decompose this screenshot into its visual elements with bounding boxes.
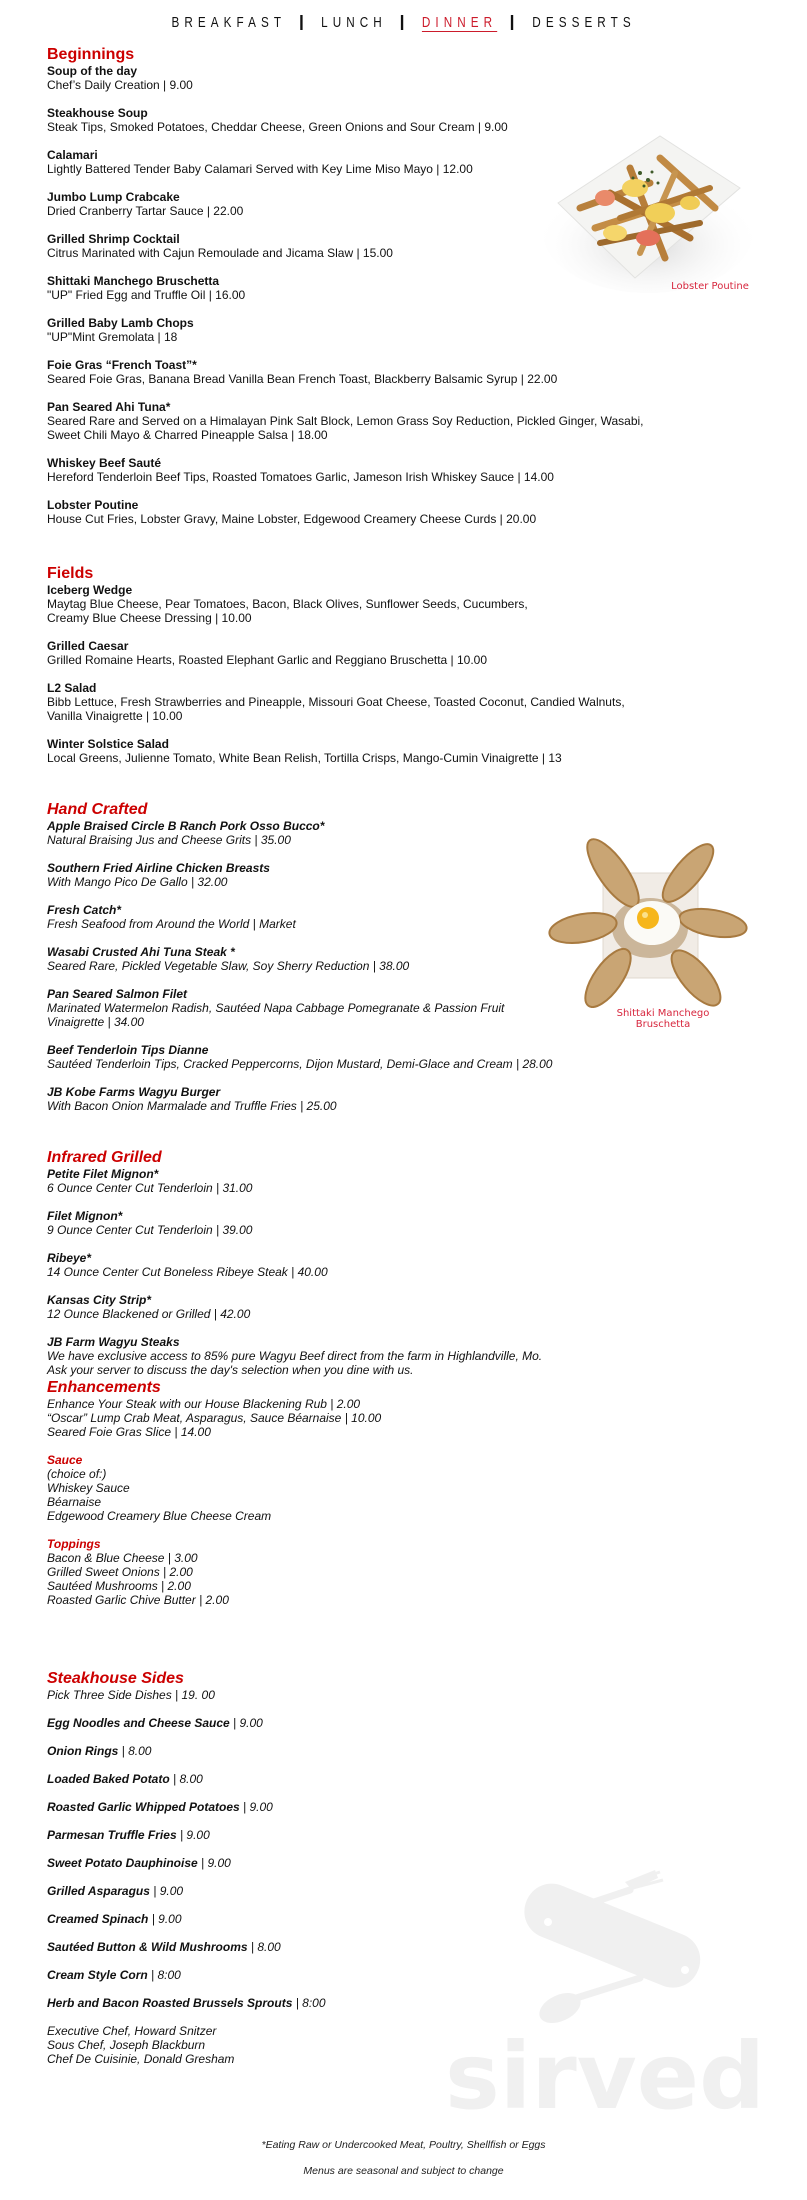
- side-item: [47, 1716, 667, 1730]
- item-name: Shittaki Manchego Bruschetta: [47, 274, 220, 288]
- section-infrared-grilled: [47, 1148, 667, 1391]
- side-name: Roasted Garlic Whipped Potatoes: [47, 1800, 240, 1814]
- side-name: Egg Noodles and Cheese Sauce: [47, 1716, 230, 1730]
- nav-desserts[interactable]: DESSERTS: [532, 13, 636, 31]
- menu-item: [47, 64, 667, 92]
- item-name: Wasabi Crusted Ahi Tuna Steak *: [47, 945, 235, 959]
- item-desc: Grilled Romaine Hearts, Roasted Elephant Garlic and Reggiano Bruschetta | 10.00: [47, 653, 488, 667]
- side-price: | 9.00: [148, 1912, 182, 1926]
- section-enhancements: [47, 1378, 667, 1607]
- section-title: Enhancements: [47, 1379, 161, 1396]
- side-price: | 8.00: [118, 1744, 152, 1758]
- item-desc: Lightly Battered Tender Baby Calamari Served with Key Lime Miso Mayo | 12.00: [47, 162, 473, 176]
- poutine-dish-image: [540, 128, 755, 298]
- chef-line: Chef De Cuisinie, Donald Gresham: [47, 2052, 235, 2066]
- item-desc: 6 Ounce Center Cut Tenderloin | 31.00: [47, 1181, 253, 1195]
- item-name: Iceberg Wedge: [47, 583, 133, 597]
- item-desc: "UP" Fried Egg and Truffle Oil | 16.00: [47, 288, 246, 302]
- side-price: | 8.00: [247, 1940, 281, 1954]
- side-name: Onion Rings: [47, 1744, 119, 1758]
- sauce-line: Whiskey Sauce: [47, 1481, 130, 1495]
- section-title: Infrared Grilled: [47, 1149, 162, 1166]
- chef-line: Executive Chef, Howard Snitzer: [47, 2024, 217, 2038]
- menu-item: [47, 1209, 667, 1237]
- item-desc: House Cut Fries, Lobster Gravy, Maine Lobster, Edgewood Creamery Cheese Curds | 20.00: [47, 512, 537, 526]
- side-name: Creamed Spinach: [47, 1912, 149, 1926]
- bruschetta-photo: [548, 828, 748, 1038]
- side-item: [47, 1744, 667, 1758]
- item-desc: Marinated Watermelon Radish, Sautéed Napa Cabbage Pomegranate & Passion Fruit: [47, 1001, 505, 1015]
- item-desc: 12 Ounce Blackened or Grilled | 42.00: [47, 1307, 251, 1321]
- side-price: | 9.00: [149, 1884, 184, 1898]
- side-name: Cream Style Corn: [47, 1968, 148, 1982]
- side-price: | 9.00: [239, 1800, 273, 1814]
- nav-separator: [300, 15, 302, 30]
- item-desc: Fresh Seafood from Around the World | Market: [47, 917, 296, 931]
- toppings-title: Toppings: [47, 1537, 101, 1551]
- sauce-line: Edgewood Creamery Blue Cheese Cream: [47, 1509, 272, 1523]
- seasonal-note: Menus are seasonal and subject to change: [303, 2165, 504, 2177]
- item-desc: Seared Rare and Served on a Himalayan Pink Salt Block, Lemon Grass Soy Reduction, Pickled Ginger, Wasabi,: [47, 414, 644, 428]
- item-name: Whiskey Beef Sauté: [47, 456, 162, 470]
- topping-line: Grilled Sweet Onions | 2.00: [47, 1565, 193, 1579]
- item-name: Kansas City Strip*: [47, 1293, 152, 1307]
- photo-caption: Lobster Poutine: [671, 281, 749, 292]
- item-desc: Bibb Lettuce, Fresh Strawberries and Pineapple, Missouri Goat Cheese, Toasted Coconut, Candied Walnuts,: [47, 695, 625, 709]
- menu-item: [47, 1085, 667, 1113]
- item-name: Steakhouse Soup: [47, 106, 148, 120]
- item-desc: Ask your server to discuss the day's selection when you dine with us.: [47, 1363, 414, 1377]
- menu-item: [47, 316, 667, 344]
- item-name: Filet Mignon*: [47, 1209, 123, 1223]
- side-price: | 8.00: [169, 1772, 203, 1786]
- item-desc: Citrus Marinated with Cajun Remoulade and Jicama Slaw | 15.00: [47, 246, 393, 260]
- item-desc: 14 Ounce Center Cut Boneless Ribeye Steak | 40.00: [47, 1265, 328, 1279]
- raw-food-disclaimer: *Eating Raw or Undercooked Meat, Poultry, Shellfish or Eggs: [261, 2139, 546, 2151]
- side-name: Sautéed Button & Wild Mushrooms: [47, 1940, 248, 1954]
- side-item: [47, 1800, 667, 1814]
- item-name: L2 Salad: [47, 681, 97, 695]
- side-price: | 8:00: [292, 1996, 326, 2010]
- item-name: Soup of the day: [47, 64, 137, 78]
- nav-separator: [511, 15, 513, 30]
- pocket-knife-fork-spoon-icon: [440, 1860, 770, 2120]
- item-desc: Maytag Blue Cheese, Pear Tomatoes, Bacon, Black Olives, Sunflower Seeds, Cucumbers,: [47, 597, 528, 611]
- menu-item: [47, 400, 667, 442]
- menu-item: [47, 1043, 667, 1071]
- item-desc: Local Greens, Julienne Tomato, White Bean Relish, Tortilla Crisps, Mango-Cumin Vinaigrette | 13: [47, 751, 562, 765]
- side-name: Parmesan Truffle Fries: [47, 1828, 177, 1842]
- watermark-text: sirved: [445, 2023, 765, 2120]
- item-desc: Sweet Chili Mayo & Charred Pineapple Salsa | 18.00: [47, 428, 328, 442]
- item-name: Calamari: [47, 148, 98, 162]
- enhancement-line: Enhance Your Steak with our House Blackening Rub | 2.00: [47, 1397, 361, 1411]
- item-desc: "UP"Mint Gremolata | 18: [47, 330, 178, 344]
- photo-caption: [588, 1008, 738, 1030]
- item-desc: Hereford Tenderloin Beef Tips, Roasted Tomatoes Garlic, Jameson Irish Whiskey Sauce | 14.00: [47, 470, 554, 484]
- item-name: Fresh Catch*: [47, 903, 122, 917]
- item-name: Lobster Poutine: [47, 498, 139, 512]
- item-name: Beef Tenderloin Tips Dianne: [47, 1043, 209, 1057]
- item-desc: With Bacon Onion Marmalade and Truffle Fries | 25.00: [47, 1099, 337, 1113]
- item-name: Grilled Shrimp Cocktail: [47, 232, 180, 246]
- caption-line: Bruschetta: [635, 1019, 691, 1030]
- item-desc: Vanilla Vinaigrette | 10.00: [47, 709, 183, 723]
- sirved-watermark: [440, 1860, 770, 2120]
- section-title: Beginnings: [47, 46, 135, 63]
- sauce-title: Sauce: [47, 1453, 83, 1467]
- section-title: Fields: [47, 565, 94, 582]
- side-price: | 9.00: [229, 1716, 263, 1730]
- topping-line: Roasted Garlic Chive Butter | 2.00: [47, 1593, 229, 1607]
- section-fields: [47, 564, 667, 779]
- item-desc: Vinaigrette | 34.00: [47, 1015, 144, 1029]
- item-desc: Steak Tips, Smoked Potatoes, Cheddar Cheese, Green Onions and Sour Cream | 9.00: [47, 120, 508, 134]
- item-desc: Seared Rare, Pickled Vegetable Slaw, Soy Sherry Reduction | 38.00: [47, 959, 410, 973]
- lobster-poutine-photo: [540, 128, 755, 308]
- side-name: Sweet Potato Dauphinoise: [47, 1856, 198, 1870]
- section-title: Hand Crafted: [47, 801, 148, 818]
- item-desc: Chef’s Daily Creation | 9.00: [47, 78, 193, 92]
- item-desc: With Mango Pico De Gallo | 32.00: [47, 875, 228, 889]
- menu-item: [47, 1335, 667, 1377]
- nav-dinner[interactable]: DINNER: [421, 13, 498, 31]
- side-name: Herb and Bacon Roasted Brussels Sprouts: [47, 1996, 293, 2010]
- nav-lunch[interactable]: LUNCH: [321, 13, 387, 31]
- menu-item: [47, 358, 667, 386]
- menu-item: [47, 1293, 667, 1321]
- menu-item: [47, 456, 667, 484]
- item-name: Foie Gras “French Toast”*: [47, 358, 197, 372]
- nav-separator: [401, 15, 403, 30]
- item-name: Ribeye*: [47, 1251, 92, 1265]
- item-name: Southern Fried Airline Chicken Breasts: [47, 861, 270, 875]
- sauce-line: (choice of:): [47, 1467, 107, 1481]
- item-name: Petite Filet Mignon*: [47, 1167, 159, 1181]
- item-name: Winter Solstice Salad: [47, 737, 169, 751]
- caption-line: Shittaki Manchego: [616, 1008, 710, 1019]
- side-price: | 8:00: [147, 1968, 181, 1982]
- menu-category-nav: [89, 9, 718, 35]
- item-desc: Sautéed Tenderloin Tips, Cracked Peppercorns, Dijon Mustard, Demi-Glace and Cream | 28.00: [47, 1057, 553, 1071]
- item-desc: 9 Ounce Center Cut Tenderloin | 39.00: [47, 1223, 253, 1237]
- sides-intro: Pick Three Side Dishes | 19. 00: [47, 1688, 215, 1702]
- item-desc: Creamy Blue Cheese Dressing | 10.00: [47, 611, 252, 625]
- menu-item: [47, 498, 667, 526]
- item-name: Apple Braised Circle B Ranch Pork Osso Bucco*: [47, 819, 325, 833]
- item-name: Grilled Caesar: [47, 639, 129, 653]
- menu-item: [47, 1251, 667, 1279]
- item-desc: Seared Foie Gras, Banana Bread Vanilla Bean French Toast, Blackberry Balsamic Syrup | 22.00: [47, 372, 558, 386]
- item-name: Pan Seared Ahi Tuna*: [47, 400, 171, 414]
- item-desc: Dried Cranberry Tartar Sauce | 22.00: [47, 204, 244, 218]
- menu-item: [47, 1167, 667, 1195]
- chef-line: Sous Chef, Joseph Blackburn: [47, 2038, 206, 2052]
- side-item: [47, 1772, 667, 1786]
- menu-item: [47, 639, 667, 667]
- item-name: JB Kobe Farms Wagyu Burger: [47, 1085, 221, 1099]
- enhancement-line: Seared Foie Gras Slice | 14.00: [47, 1425, 211, 1439]
- bruschetta-dish-image: [548, 828, 748, 1008]
- menu-item: [47, 583, 667, 625]
- side-name: Grilled Asparagus: [47, 1884, 150, 1898]
- item-name: JB Farm Wagyu Steaks: [47, 1335, 180, 1349]
- side-name: Loaded Baked Potato: [47, 1772, 170, 1786]
- side-price: | 9.00: [176, 1828, 210, 1842]
- nav-breakfast[interactable]: BREAKFAST: [171, 13, 287, 31]
- enhancement-line: “Oscar” Lump Crab Meat, Asparagus, Sauce Béarnaise | 10.00: [47, 1411, 382, 1425]
- item-desc: Natural Braising Jus and Cheese Grits | 35.00: [47, 833, 291, 847]
- side-item: [47, 1828, 667, 1842]
- topping-line: Sautéed Mushrooms | 2.00: [47, 1579, 191, 1593]
- section-title: Steakhouse Sides: [47, 1670, 184, 1687]
- sauce-line: Béarnaise: [47, 1495, 102, 1509]
- side-price: | 9.00: [197, 1856, 231, 1870]
- item-desc: We have exclusive access to 85% pure Wagyu Beef direct from the farm in Highlandville, Mo.: [47, 1349, 543, 1363]
- topping-line: Bacon & Blue Cheese | 3.00: [47, 1551, 198, 1565]
- menu-item: [47, 737, 667, 765]
- item-name: Jumbo Lump Crabcake: [47, 190, 180, 204]
- item-name: Pan Seared Salmon Filet: [47, 987, 188, 1001]
- item-name: Grilled Baby Lamb Chops: [47, 316, 194, 330]
- menu-item: [47, 681, 667, 723]
